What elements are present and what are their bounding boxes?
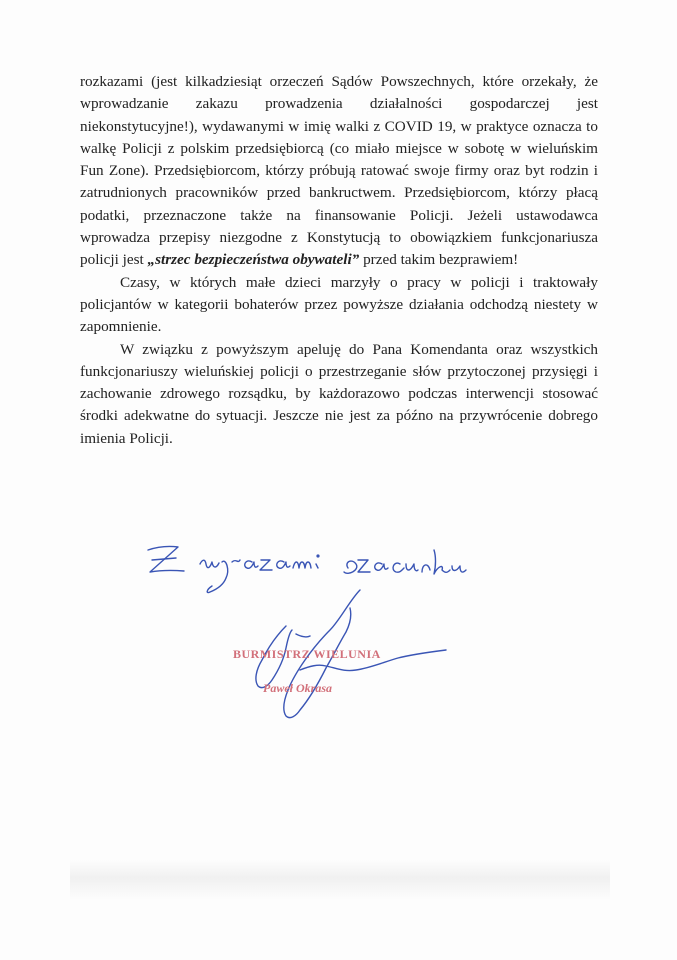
handwritten-closing bbox=[0, 520, 677, 740]
signature-block bbox=[0, 520, 677, 740]
quoted-phrase: „strzec bezpieczeństwa obywateli” bbox=[147, 251, 360, 269]
paragraph-2: Czasy, w których małe dzieci marzyły o pracy w policji i traktowały policjantów w kategorii bohaterów przez powyższe działania odchodzą niestety w zapomnienie. bbox=[80, 273, 598, 336]
stamp-title: BURMISTRZ WIELUNIA bbox=[233, 647, 381, 661]
paragraph-3: W związku z powyższym apeluję do Pana Komendanta oraz wszystkich funkcjonariuszy wieluńskiej policji o przestrzeganie słów przytoczonej przysięgi i zachowanie zdrowego rozsądku, by każdorazowo podczas interwencji stosować środki adekwatne do sytuacji. Jeszcze nie jest za późno na przywrócenie dobrego imienia Policji. bbox=[80, 340, 598, 447]
paragraph-1-ending: przed takim bezprawiem! bbox=[359, 251, 519, 269]
letter-body bbox=[80, 71, 598, 450]
paragraph-1-text: rozkazami (jest kilkadziesiąt orzeczeń Sądów Powszechnych, które orzekały, że wprowadzanie zakazu prowadzenia działalności gospodarczej jest niekonstytucyjne!), wydawanymi w imię walki z COVID 19, w praktyce oznacza to walkę Policji z polskim przedsiębiorcą (co miało miejsce w sobotę w wieluńskim Fun Zone). Przedsiębiorcom, którzy próbują ratować swoje firmy oraz byt rodzin i zatrudnionych pracowników przed bankructwem. Przedsiębiorcom, którzy płacą podatki, przeznaczone także na finansowanie Policji. Jeżeli ustawodawca wprowadza przepisy niezgodne z Konstytucją to obowiązkiem funkcjonariusza policji jest bbox=[80, 73, 598, 269]
faded-footer bbox=[70, 860, 610, 900]
paragraph-1 bbox=[80, 71, 598, 272]
stamp-name: Paweł Okrasa bbox=[263, 681, 332, 695]
